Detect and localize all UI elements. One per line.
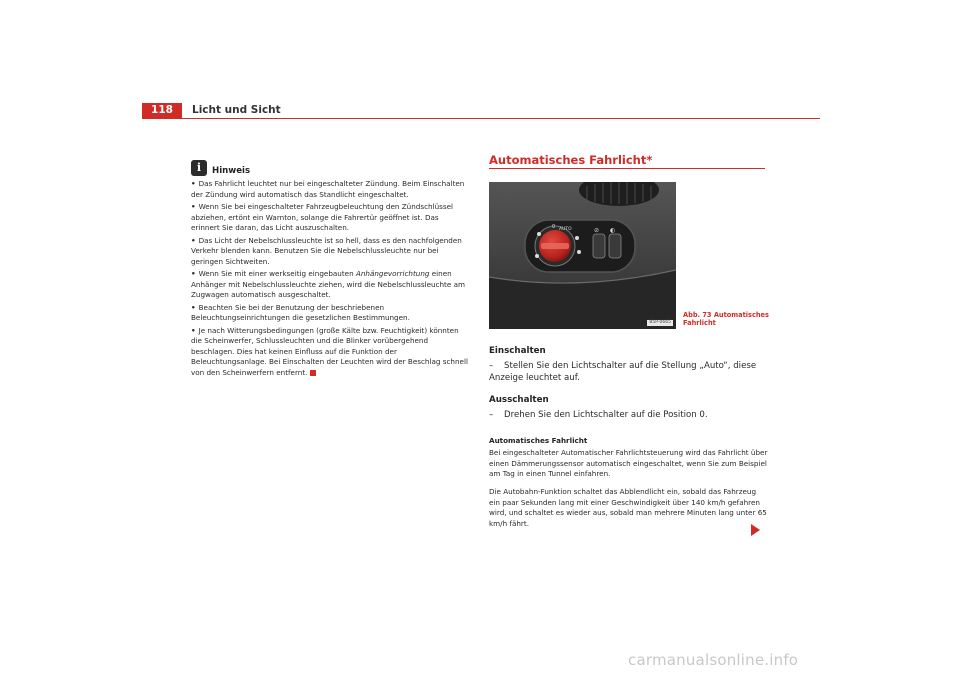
section-divider	[489, 168, 765, 169]
auto-light-paragraph: Bei eingeschalteter Automatischer Fahrlichtsteuerung wird das Fahrlicht über einen Dämmerungssensor automatisch eingeschaltet, wenn Sie zum Beispiel am Tag in einen Tunnel einfahren.	[489, 448, 768, 478]
light-switch-illustration	[489, 182, 676, 329]
note-bullet: • Wenn Sie mit einer werkseitig eingebauten Anhängevorrichtung einen Anhänger mit Nebelschlussleuchte ziehen, wird die Nebelschlussleuchte am Zugwagen automatisch ausgeschaltet.	[191, 269, 465, 299]
motorway-function-paragraph: Die Autobahn-Funktion schaltet das Abblendlicht ein, sobald das Fahrzeug ein paar Sekunden lang mit einer Geschwindigkeit über 140 km/h gefahren wird, und schaltet es wieder aus, sobald man mehrere Minuten lang unter 65 km/h fährt.	[489, 487, 767, 528]
switch-on-heading: Einschalten	[489, 346, 546, 356]
svg-text:0: 0	[552, 224, 556, 230]
note-bullet: • Das Fahrlicht leuchtet nur bei eingeschalteter Zündung. Beim Einschalten der Zündung wird automatisch das Standlicht eingeschaltet.	[191, 179, 465, 199]
dash-icon: –	[489, 361, 494, 371]
svg-text:⊘: ⊘	[594, 227, 600, 234]
auto-light-subheading: Automatisches Fahrlicht	[489, 436, 588, 445]
bullet-icon: •	[191, 235, 196, 245]
figure-code: B5P-0665	[649, 320, 671, 325]
figure-caption: Abb. 73 Automatisches Fahrlicht	[683, 311, 769, 327]
dash-icon: –	[489, 410, 494, 420]
note-bullet: • Beachten Sie bei der Benutzung der beschriebenen Beleuchtungseinrichtungen die gesetzlichen Bestimmungen.	[191, 302, 410, 322]
page-number: 118	[142, 103, 182, 118]
section-title: Automatisches Fahrlicht*	[489, 153, 653, 167]
switch-off-step: – Drehen Sie den Lichtschalter auf die Position 0.	[489, 410, 708, 420]
italic-term: Anhängevorrichtung	[355, 269, 430, 278]
bullet-icon: •	[191, 302, 196, 312]
light-switch-figure	[489, 182, 676, 329]
note-box	[191, 160, 469, 380]
info-note-icon: i	[191, 160, 207, 176]
note-bullet-list	[191, 179, 469, 378]
watermark: carmanualsonline.info	[628, 651, 799, 669]
bullet-icon: •	[191, 179, 196, 188]
svg-text:◐: ◐	[610, 227, 616, 234]
continue-arrow-icon	[751, 524, 760, 536]
note-bullet: • Wenn Sie bei eingeschalteter Fahrzeugbeleuchtung den Zündschlüssel abziehen, ertönt ein Warnton, solange die Fahrertür geöffnet ist. Das erinnert Sie daran, das Licht auszuschalten.	[191, 202, 454, 232]
knob-auto-label: AUTO	[559, 227, 572, 232]
page-header-title: Licht und Sicht	[192, 104, 281, 116]
bullet-icon: •	[191, 325, 196, 335]
note-title: Hinweis	[212, 166, 251, 176]
note-bullet: • Das Licht der Nebelschlussleuchte ist so hell, dass es den nachfolgenden Verkehr blenden kann. Benutzen Sie die Nebelschlussleuchte nur bei geringen Sichtweiten.	[191, 235, 462, 266]
section-end-icon	[310, 370, 316, 376]
bullet-icon: •	[191, 269, 196, 278]
switch-off-heading: Ausschalten	[489, 395, 549, 405]
switch-on-step: – Stellen Sie den Lichtschalter auf die Stellung „Auto“, diese Anzeige leuchtet auf.	[489, 361, 757, 383]
header-divider	[142, 118, 820, 119]
note-header	[191, 160, 469, 176]
bullet-icon: •	[191, 202, 196, 211]
note-bullet: • Je nach Witterungsbedingungen (große Kälte bzw. Feuchtigkeit) könnten die Scheinwerfer, Schlussleuchten und die Blinker vorübergehend beschlagen. Dies hat keinen Einfluss auf die Funktion der Beleuchtungsanlage. Bei Einschalten der Leuchten wird der Beschlag schnell von den Scheinwerfern entfernt.	[191, 325, 468, 377]
